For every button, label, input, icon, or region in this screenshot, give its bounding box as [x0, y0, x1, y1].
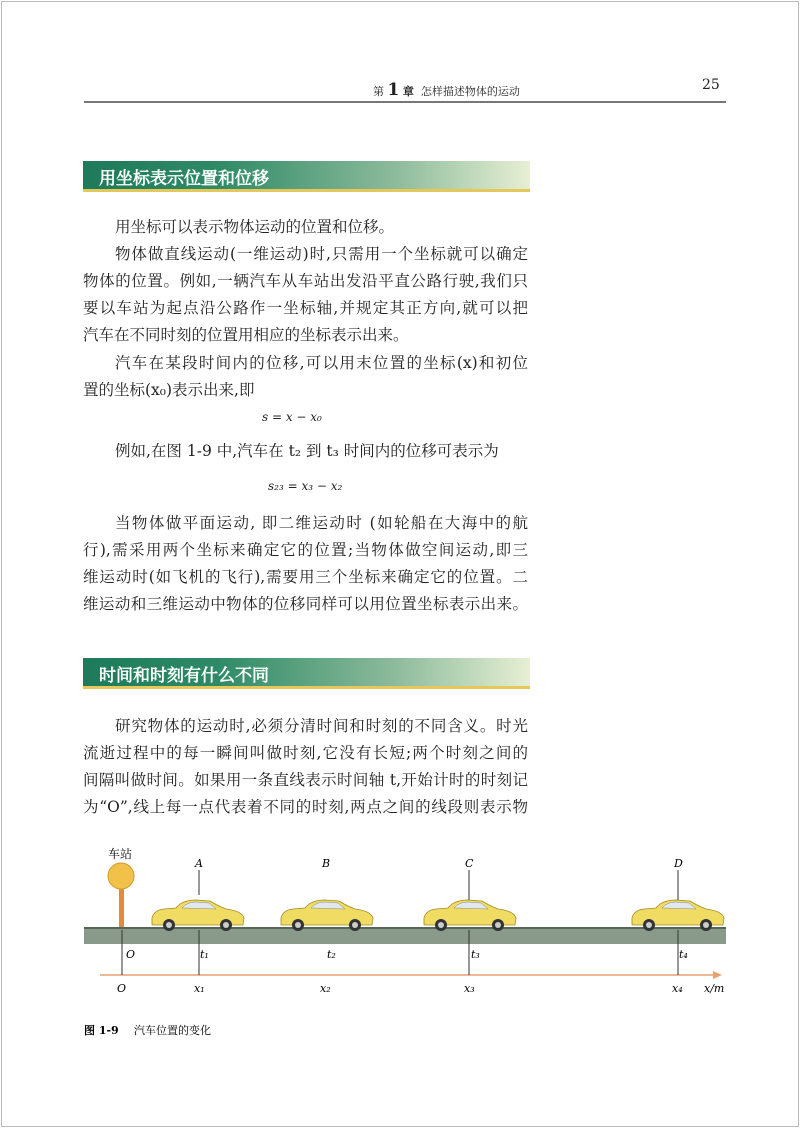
figure-caption: 汽车位置的变化	[134, 1024, 211, 1037]
origin-time-label: O	[126, 948, 136, 961]
paragraph-line: 置的坐标(x₀)表示出来,即	[83, 381, 255, 399]
axis-arrow-icon	[713, 971, 722, 979]
car-a	[152, 900, 244, 931]
station-label: 车站	[108, 847, 133, 861]
chapter-prefix: 第	[373, 85, 384, 98]
chapter-title: 怎样描述物体的运动	[420, 85, 520, 98]
time-label: t₄	[679, 948, 688, 961]
paragraph-line: 要以车站为起点沿公路作一坐标轴,并规定其正方向,就可以把	[83, 299, 528, 317]
origin-label: O	[117, 982, 127, 995]
paragraph-line: 间隔叫做时间。如果用一条直线表示时间轴 t,开始计时的时刻记	[83, 771, 528, 789]
section-title: 时间和时刻有什么不同	[99, 666, 269, 686]
paragraph-line: 维运动和三维运动中物体的位移同样可以用位置坐标表示出来。	[83, 595, 528, 613]
paragraph-line: 研究物体的运动时,必须分清时间和时刻的不同含义。时光	[115, 717, 528, 735]
time-label: t₂	[327, 948, 336, 961]
position-label: x₁	[194, 982, 205, 995]
section-title: 用坐标表示位置和位移	[99, 169, 269, 189]
position-label: x₃	[464, 982, 475, 995]
axis-label: x/m	[704, 982, 725, 995]
station-sign-icon	[108, 863, 134, 889]
chapter-number: 1	[387, 80, 400, 100]
paragraph-line: 为“O”,线上每一点代表着不同的时刻,两点之间的线段则表示物	[83, 798, 528, 816]
point-label-d: D	[674, 857, 683, 870]
position-label: x₄	[672, 982, 683, 995]
point-label-c: C	[465, 857, 474, 870]
time-label: t₁	[200, 948, 209, 961]
paragraph-line: 例如,在图 1-9 中,汽车在 t₂ 到 t₃ 时间内的位移可表示为	[115, 442, 499, 460]
car-d	[632, 900, 724, 931]
paragraph-line: 行),需采用两个坐标来确定它的位置;当物体做空间运动,即三	[83, 541, 528, 559]
paragraph-line: 维运动时(如飞机的飞行),需要用三个坐标来确定它的位置。二	[83, 568, 528, 586]
paragraph-line: 当物体做平面运动, 即二维运动时 (如轮船在大海中的航	[115, 514, 528, 532]
formula-displacement: s = x − x₀	[262, 410, 322, 424]
car-b	[281, 900, 373, 931]
position-label: x₂	[320, 982, 331, 995]
paragraph-line: 流逝过程中的每一瞬间叫做时刻,它没有长短;两个时刻之间的	[83, 744, 528, 762]
point-label-b: B	[322, 857, 331, 870]
paragraph-line: 汽车在某段时间内的位移,可以用末位置的坐标(x)和初位	[115, 354, 528, 372]
point-label-a: A	[195, 857, 203, 870]
paragraph-line: 用坐标可以表示物体运动的位置和位移。	[115, 218, 395, 236]
formula-s23: s₂₃ = x₃ − x₂	[268, 479, 343, 493]
car-c	[424, 900, 516, 931]
figure-number: 图 1-9	[84, 1024, 119, 1037]
paragraph-line: 物体做直线运动(一维运动)时,只需用一个坐标就可以确定	[115, 245, 528, 263]
paragraph-line: 物体的位置。例如,一辆汽车从车站出发沿平直公路行驶,我们只	[83, 272, 528, 290]
chapter-suffix: 章	[402, 85, 414, 98]
page-number: 25	[702, 77, 720, 93]
paragraph-line: 汽车在不同时刻的位置用相应的坐标表示出来。	[83, 326, 409, 344]
time-label: t₃	[471, 948, 480, 961]
road	[84, 928, 726, 944]
